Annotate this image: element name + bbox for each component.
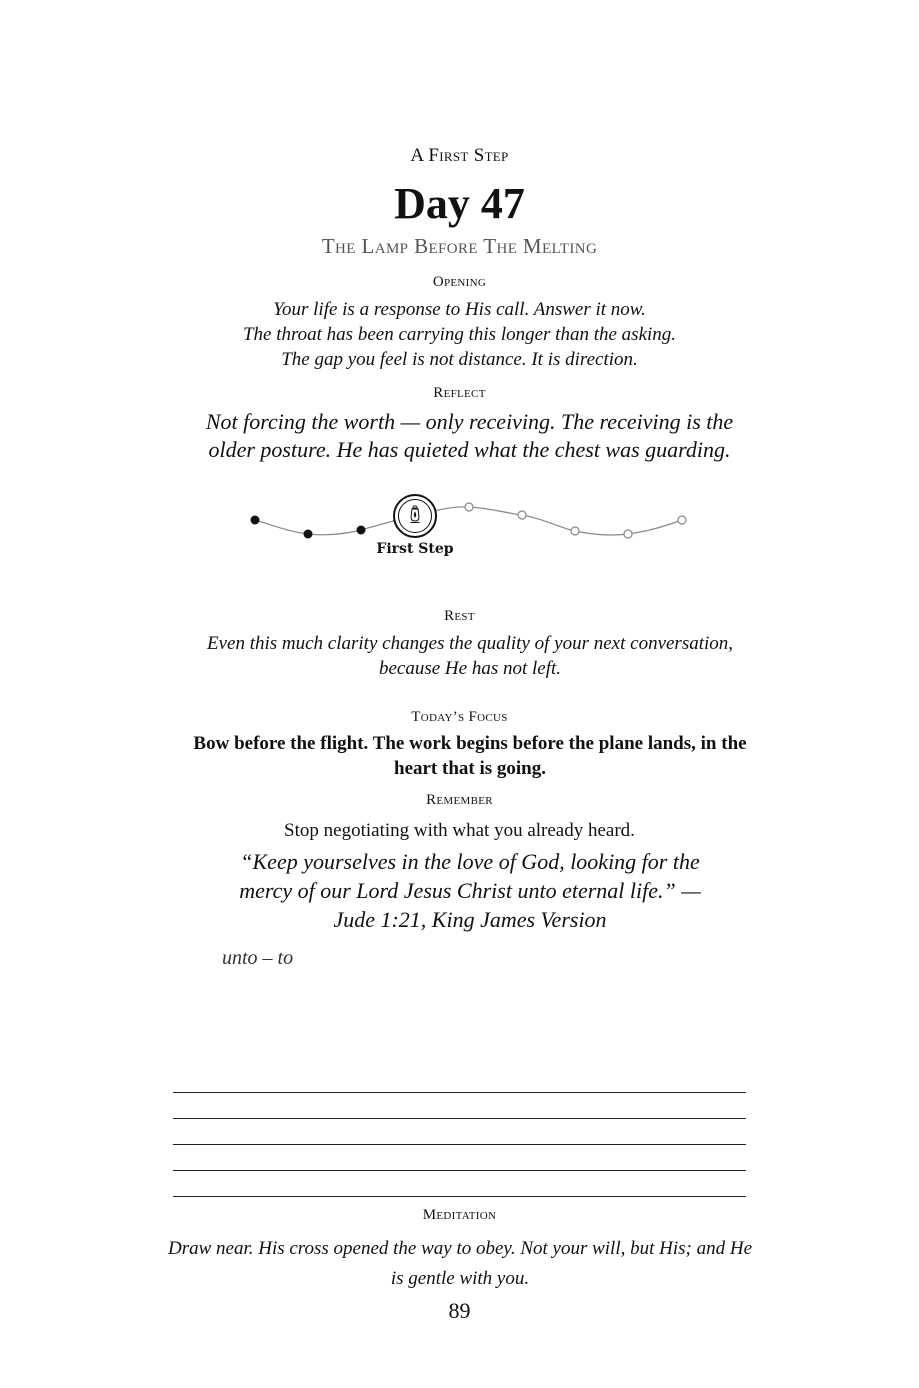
todays-focus-label: Today’s Focus xyxy=(411,709,508,725)
journey-progress-path xyxy=(0,480,919,570)
rest-text: Even this much clarity changes the quality of your next conversation, because He has not left. xyxy=(206,633,734,679)
remember-text: Stop negotiating with what you already heard. xyxy=(284,820,635,841)
meditation-text: Draw near. His cross opened the way to obey. Not your will, but His; and He is gentle with you. xyxy=(167,1238,753,1289)
opening-line: The gap you feel is not distance. It is direction. xyxy=(281,349,638,370)
upcoming-step-dot xyxy=(571,527,579,535)
rest-label: Rest xyxy=(444,608,475,624)
journal-writing-line[interactable] xyxy=(173,1144,746,1145)
journal-writing-line[interactable] xyxy=(173,1092,746,1093)
completed-step-dot xyxy=(357,526,366,535)
opening-text xyxy=(0,297,919,372)
todays-focus-text: Bow before the flight. The work begins before the plane lands, in the heart that is going. xyxy=(193,733,747,779)
completed-step-dot xyxy=(304,530,313,539)
upcoming-step-dot xyxy=(465,503,473,511)
reflect-text: Not forcing the worth — only receiving. The receiving is the older posture. He has quieted what the chest was guarding. xyxy=(205,409,734,462)
meditation-label: Meditation xyxy=(422,1207,497,1223)
day-title: Day 47 xyxy=(394,179,525,228)
upcoming-step-dot xyxy=(518,511,526,519)
day-subtitle: The Lamp Before The Melting xyxy=(321,234,598,258)
word-gloss: unto – to xyxy=(222,947,294,969)
completed-step-dot xyxy=(251,516,260,525)
opening-line: Your life is a response to His call. Answer it now. xyxy=(273,299,646,320)
current-step-label: First Step xyxy=(376,541,454,557)
journal-writing-line[interactable] xyxy=(173,1196,746,1197)
upcoming-step-dot xyxy=(678,516,686,524)
journal-writing-line[interactable] xyxy=(173,1170,746,1171)
reflect-label: Reflect xyxy=(433,385,486,401)
journal-writing-line[interactable] xyxy=(173,1118,746,1119)
upcoming-step-dot xyxy=(624,530,632,538)
opening-line: The throat has been carrying this longer than the asking. xyxy=(242,324,677,345)
opening-label: Opening xyxy=(432,274,487,290)
scripture-quote: “Keep yourselves in the love of God, looking for the mercy of our Lord Jesus Christ unto eternal life.” — Jude 1:21, King James Version xyxy=(239,849,701,932)
remember-label: Remember xyxy=(426,792,493,808)
section-kicker: A First Step xyxy=(410,145,509,166)
page-number: 89 xyxy=(448,1298,471,1323)
current-step-marker xyxy=(394,495,436,537)
